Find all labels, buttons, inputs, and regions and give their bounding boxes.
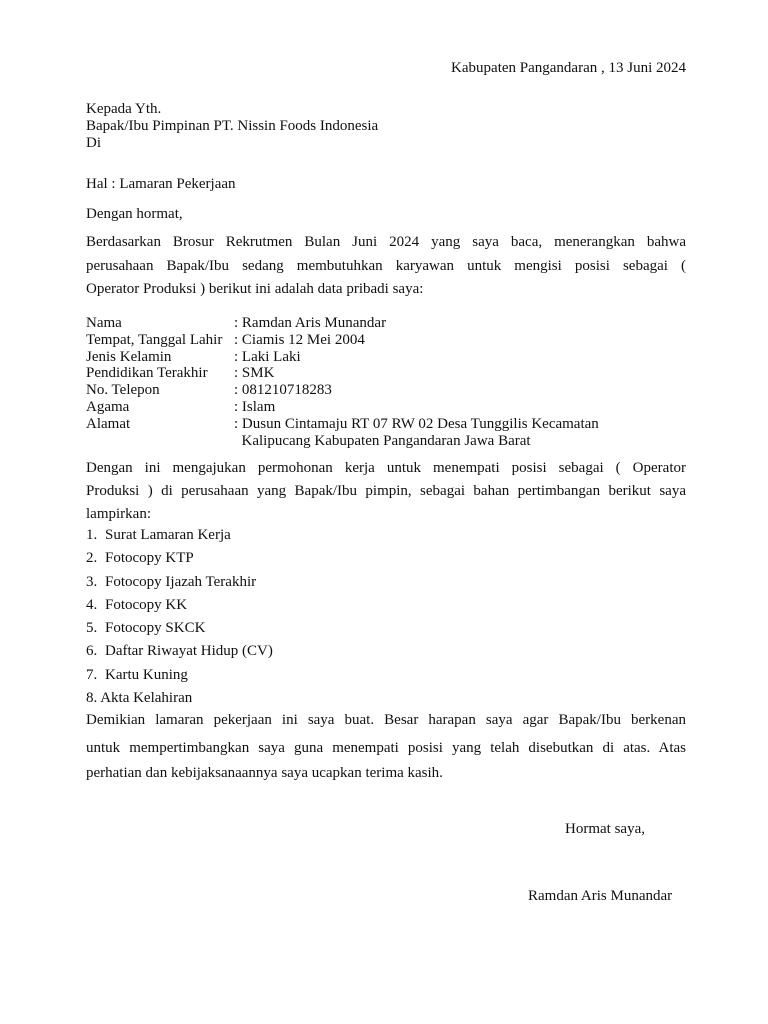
data-value: : Islam bbox=[234, 398, 276, 415]
data-label: Jenis Kelamin bbox=[86, 348, 172, 365]
place-date: Kabupaten Pangandaran , 13 Juni 2024 bbox=[451, 60, 686, 76]
closing-line-2: untuk mempertimbangkan saya guna menempati posisi yang telah disebutkan di atas. Atas bbox=[86, 740, 686, 756]
data-row-birth bbox=[86, 332, 599, 349]
data-label: Tempat, Tanggal Lahir bbox=[86, 331, 223, 348]
closing-line-1: Demikian lamaran pekerjaan ini saya buat. Besar harapan saya agar Bapak/Ibu berkenan bbox=[86, 712, 686, 728]
list-text: Fotocopy SKCK bbox=[105, 620, 206, 637]
data-row-gender bbox=[86, 349, 599, 366]
list-number: 1. bbox=[86, 527, 98, 543]
data-row-address-cont bbox=[86, 433, 599, 450]
list-text: Surat Lamaran Kerja bbox=[105, 527, 231, 543]
personal-data-table bbox=[86, 315, 599, 449]
list-item bbox=[86, 550, 273, 573]
data-label: Pendidikan Terakhir bbox=[86, 365, 208, 382]
recipient-line-1: Kepada Yth. bbox=[86, 101, 162, 117]
data-row-address bbox=[86, 416, 599, 433]
data-row-education bbox=[86, 365, 599, 382]
list-number: 4. bbox=[86, 596, 98, 613]
greeting: Dengan hormat, bbox=[86, 206, 183, 222]
list-item bbox=[86, 620, 273, 643]
list-text: Daftar Riwayat Hidup (CV) bbox=[105, 643, 273, 660]
list-item bbox=[86, 690, 273, 713]
data-value: Kalipucang Kabupaten Pangandaran Jawa Barat bbox=[234, 432, 531, 449]
list-text: Akta Kelahiran bbox=[100, 690, 193, 707]
data-value: : Dusun Cintamaju RT 07 RW 02 Desa Tunggilis Kecamatan bbox=[234, 415, 599, 432]
intro-line-3: Operator Produksi ) berikut ini adalah data pribadi saya: bbox=[86, 281, 424, 297]
sign-off: Hormat saya, bbox=[565, 821, 645, 837]
list-number: 8. bbox=[86, 690, 98, 707]
subject-line: Hal : Lamaran Pekerjaan bbox=[86, 176, 236, 192]
closing-line-3: perhatian dan kebijaksanaannya saya ucapkan terima kasih. bbox=[86, 765, 443, 781]
list-number: 2. bbox=[86, 550, 98, 567]
data-value: : 081210718283 bbox=[234, 382, 332, 399]
data-label: Agama bbox=[86, 398, 130, 415]
list-number: 3. bbox=[86, 573, 98, 590]
data-value: : SMK bbox=[234, 365, 275, 382]
signatory-name: Ramdan Aris Munandar bbox=[528, 888, 673, 904]
intro-line-2: perusahaan Bapak/Ibu sedang membutuhkan karyawan untuk mengisi posisi sebagai ( bbox=[86, 258, 686, 274]
data-row-phone bbox=[86, 382, 599, 399]
list-item bbox=[86, 527, 273, 550]
list-item bbox=[86, 574, 273, 597]
list-text: Fotocopy Ijazah Terakhir bbox=[105, 573, 257, 590]
list-item bbox=[86, 667, 273, 690]
list-number: 7. bbox=[86, 666, 98, 683]
list-number: 5. bbox=[86, 620, 98, 637]
list-item bbox=[86, 597, 273, 620]
recipient-line-2: Bapak/Ibu Pimpinan PT. Nissin Foods Indonesia bbox=[86, 118, 379, 134]
list-number: 6. bbox=[86, 643, 98, 660]
data-label bbox=[86, 433, 234, 450]
data-label: No. Telepon bbox=[86, 382, 160, 399]
data-value: : Ciamis 12 Mei 2004 bbox=[234, 331, 365, 348]
application-line-2: Produksi ) di perusahaan yang Bapak/Ibu pimpin, sebagai bahan pertimbangan berikut saya bbox=[86, 483, 686, 499]
data-value: : Laki Laki bbox=[234, 348, 301, 365]
application-line-3: lampirkan: bbox=[86, 506, 151, 522]
data-label: Nama bbox=[86, 315, 122, 331]
data-value: : Ramdan Aris Munandar bbox=[234, 315, 387, 331]
list-item bbox=[86, 643, 273, 666]
application-line-1: Dengan ini mengajukan permohonan kerja untuk menempati posisi sebagai ( Operator bbox=[86, 460, 686, 476]
data-row-name bbox=[86, 315, 599, 332]
recipient-line-3: Di bbox=[86, 135, 101, 151]
intro-line-1: Berdasarkan Brosur Rekrutmen Bulan Juni 2024 yang saya baca, menerangkan bahwa bbox=[86, 234, 686, 250]
data-row-religion bbox=[86, 399, 599, 416]
list-text: Fotocopy KTP bbox=[105, 550, 194, 567]
attachment-list bbox=[86, 527, 273, 713]
data-label: Alamat bbox=[86, 415, 131, 432]
list-text: Fotocopy KK bbox=[105, 596, 188, 613]
list-text: Kartu Kuning bbox=[105, 666, 188, 683]
